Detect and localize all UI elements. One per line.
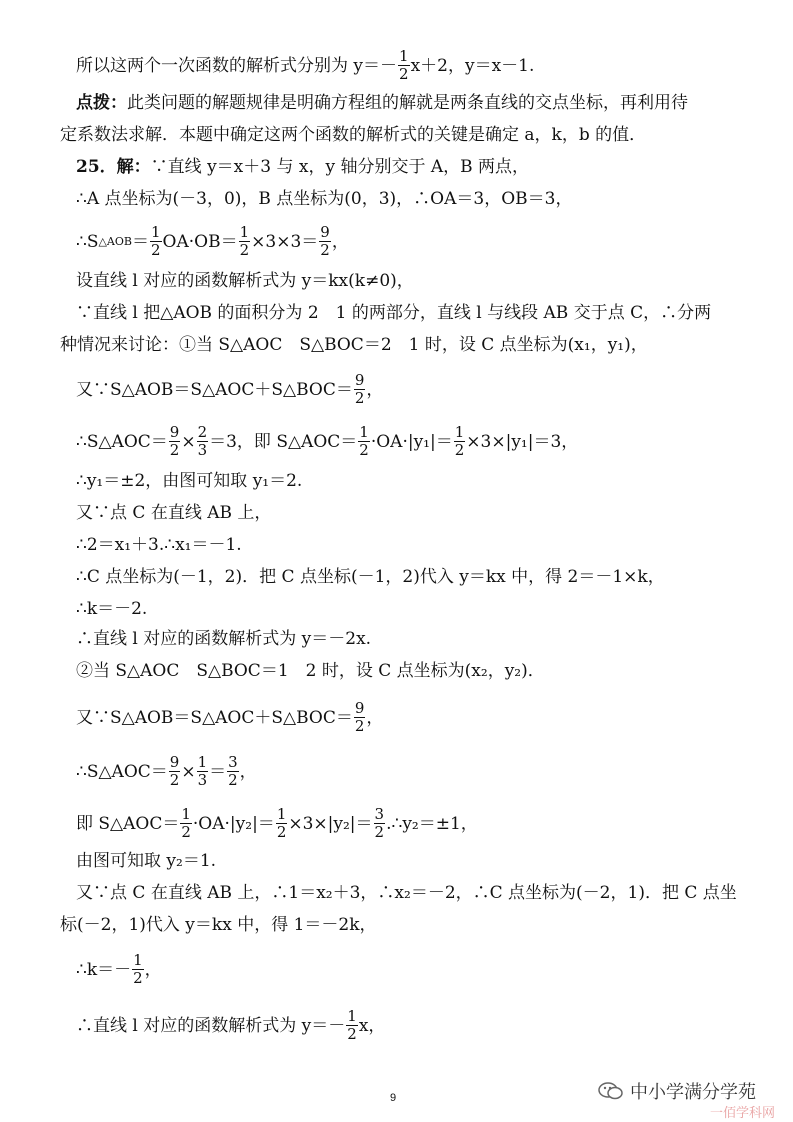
text: ∴S△AOC＝ <box>76 761 168 782</box>
text: ∴A 点坐标为(－3，0)，B 点坐标为(0，3)，∴OA＝3，OB＝3， <box>76 189 573 209</box>
text: ∴S△AOC＝ <box>76 431 168 452</box>
text-line <box>76 566 763 588</box>
text: 标(－2，1)代入 y＝kx 中，得 1＝－2k， <box>60 915 377 935</box>
fraction: $\frac{3}{2}$ <box>228 753 238 789</box>
text: 即 S△AOC＝ <box>76 813 180 834</box>
text-line: 又∵S△AOB＝S△AOC＋S△BOC＝ $\frac{9}{2}$ ， <box>76 371 384 407</box>
fraction: $\frac{9}{2}$ <box>354 699 365 735</box>
text-line <box>76 92 763 114</box>
text: ②当 S△AOC S△BOC＝1 2 时，设 C 点坐标为(x₂，y₂)． <box>76 661 545 681</box>
text: 定系数法求解．本题中确定这两个函数的解析式的关键是确定 a，k，b 的值． <box>60 125 647 145</box>
text-line <box>76 1008 763 1043</box>
text: 设直线 l 对应的函数解析式为 y＝kx(k≠0)， <box>76 271 414 291</box>
fraction: $\frac{9}{2}$ <box>169 753 180 789</box>
fraction: $\frac{1}{2}$ <box>239 223 250 259</box>
text: ∴直线 l 对应的函数解析式为 y＝－2x. <box>76 629 372 649</box>
text-line <box>76 628 763 650</box>
fraction: $\frac{2}{3}$ <box>197 423 208 459</box>
text: x＋2，y＝x－1. <box>410 55 535 76</box>
watermark-site: 一佰学科网 <box>710 1106 776 1121</box>
text: ∴2＝x₁＋3.∴x₁＝－1. <box>76 535 242 555</box>
text: ∴S <box>76 231 99 252</box>
text-line <box>76 534 763 556</box>
text: ∴C 点坐标为(－1，2)．把 C 点坐标(－1，2)代入 y＝kx 中，得 2＝－1×k， <box>76 567 665 587</box>
text: 又∵S△AOB＝S△AOC＋S△BOC＝ <box>76 707 353 728</box>
text: ∴直线 l 对应的函数解析式为 y＝－ <box>76 1015 346 1036</box>
text: 又∵点 C 在直线 AB 上，∴1＝x₂＋3，∴x₂＝－2，∴C 点坐标为(－2，1)．把 C 点坐 <box>76 883 737 903</box>
text-line: ∴k＝－ $\frac{1}{2}$ ， <box>76 951 162 987</box>
question-label: 25．解： <box>76 157 151 177</box>
text: OA·OB＝ <box>162 231 238 252</box>
fraction: $\frac{9}{2}$ <box>320 223 330 259</box>
text: ×3×3＝ <box>251 231 319 252</box>
text: ∵直线 y＝x＋3 与 x，y 轴分别交于 A，B 两点， <box>150 157 530 177</box>
text: 由图可知取 y₂＝1. <box>76 851 217 871</box>
fraction: $\frac{9}{2}$ <box>354 371 365 407</box>
text-line <box>76 660 763 682</box>
fraction: $\frac{1}{2}$ <box>359 423 369 459</box>
fraction: $\frac{1}{2}$ <box>399 47 409 83</box>
text: ＝ <box>209 761 227 782</box>
fraction: $\frac{1}{2}$ <box>454 423 465 459</box>
text: ·OA·|y₁|＝ <box>370 431 453 452</box>
text: 所以这两个一次函数的解析式分别为 y＝－ <box>76 55 398 76</box>
text: 又∵S△AOB＝S△AOC＋S△BOC＝ <box>76 379 353 400</box>
text-line <box>76 48 763 83</box>
text-line <box>76 806 763 841</box>
text: ＝3，即 S△AOC＝ <box>209 431 358 452</box>
text: ×3×|y₂|＝ <box>288 813 373 834</box>
watermark-wechat <box>598 1078 756 1104</box>
fraction: $\frac{3}{2}$ <box>374 805 385 841</box>
text: 种情况来讨论：①当 S△AOC S△BOC＝2 1 时，设 C 点坐标为(x₁，y₁)， <box>60 335 648 355</box>
text: .∴y₂＝±1， <box>386 813 478 834</box>
fraction: $\frac{1}{2}$ <box>181 805 191 841</box>
text: ∴k＝－ <box>76 959 132 980</box>
text: 又∵点 C 在直线 AB 上， <box>76 503 272 523</box>
fraction: $\frac{1}{2}$ <box>133 951 143 987</box>
text-line <box>60 334 763 356</box>
text: ∴y₁＝±2，由图可知取 y₁＝2. <box>76 471 303 491</box>
text-line: ∴S△AOC＝ $\frac{9}{2}$ × $\frac{1}{3}$ ＝ $\frac{3}{2}$ ， <box>76 753 257 789</box>
text-line: 又∵S△AOB＝S△AOC＋S△BOC＝ $\frac{9}{2}$ ， <box>76 699 384 735</box>
text-line <box>76 850 763 872</box>
fraction: $\frac{1}{2}$ <box>150 223 161 259</box>
page-number: 9 <box>390 1092 397 1104</box>
wechat-icon <box>598 1081 624 1101</box>
text-line <box>76 188 763 210</box>
text: ∵直线 l 把△AOB 的面积分为 2 1 的两部分，直线 l 与线段 AB 交于点 C，∴分两 <box>76 303 712 323</box>
text-line <box>76 598 763 620</box>
text-line <box>60 914 763 936</box>
text-line <box>76 470 763 492</box>
text: 此类问题的解题规律是明确方程组的解就是两条直线的交点坐标，再利用待 <box>127 93 688 113</box>
fraction: $\frac{1}{2}$ <box>347 1007 357 1043</box>
text-line: ∴S △AOB ＝ $\frac{1}{2}$ OA·OB＝ $\frac{1}{2}$ ×3×3＝ $\frac{9}{2}$ ， <box>76 223 349 259</box>
fraction: $\frac{1}{3}$ <box>197 753 208 789</box>
text-line <box>76 156 763 178</box>
tip-label: 点拨： <box>76 93 127 113</box>
watermark-text: 中小学满分学苑 <box>630 1082 756 1103</box>
text: x， <box>358 1015 386 1036</box>
text: ·OA·|y₂|＝ <box>192 813 275 834</box>
text: ×3×|y₁|＝3， <box>466 431 579 452</box>
fraction: $\frac{1}{2}$ <box>276 805 287 841</box>
text: ∴k＝－2. <box>76 599 148 619</box>
text-line <box>76 502 763 524</box>
text-line <box>60 124 763 146</box>
text-line <box>76 302 763 324</box>
text-line <box>76 270 763 292</box>
fraction: $\frac{9}{2}$ <box>169 423 180 459</box>
text-line: ∴S△AOC＝ $\frac{9}{2}$ × $\frac{2}{3}$ ＝3，即 S△AOC＝ $\frac{1}{2}$ ·OA·|y₁|＝ $\frac{1}{2}$ ×3×|y₁|＝3， <box>76 423 579 459</box>
text-line <box>76 882 763 904</box>
